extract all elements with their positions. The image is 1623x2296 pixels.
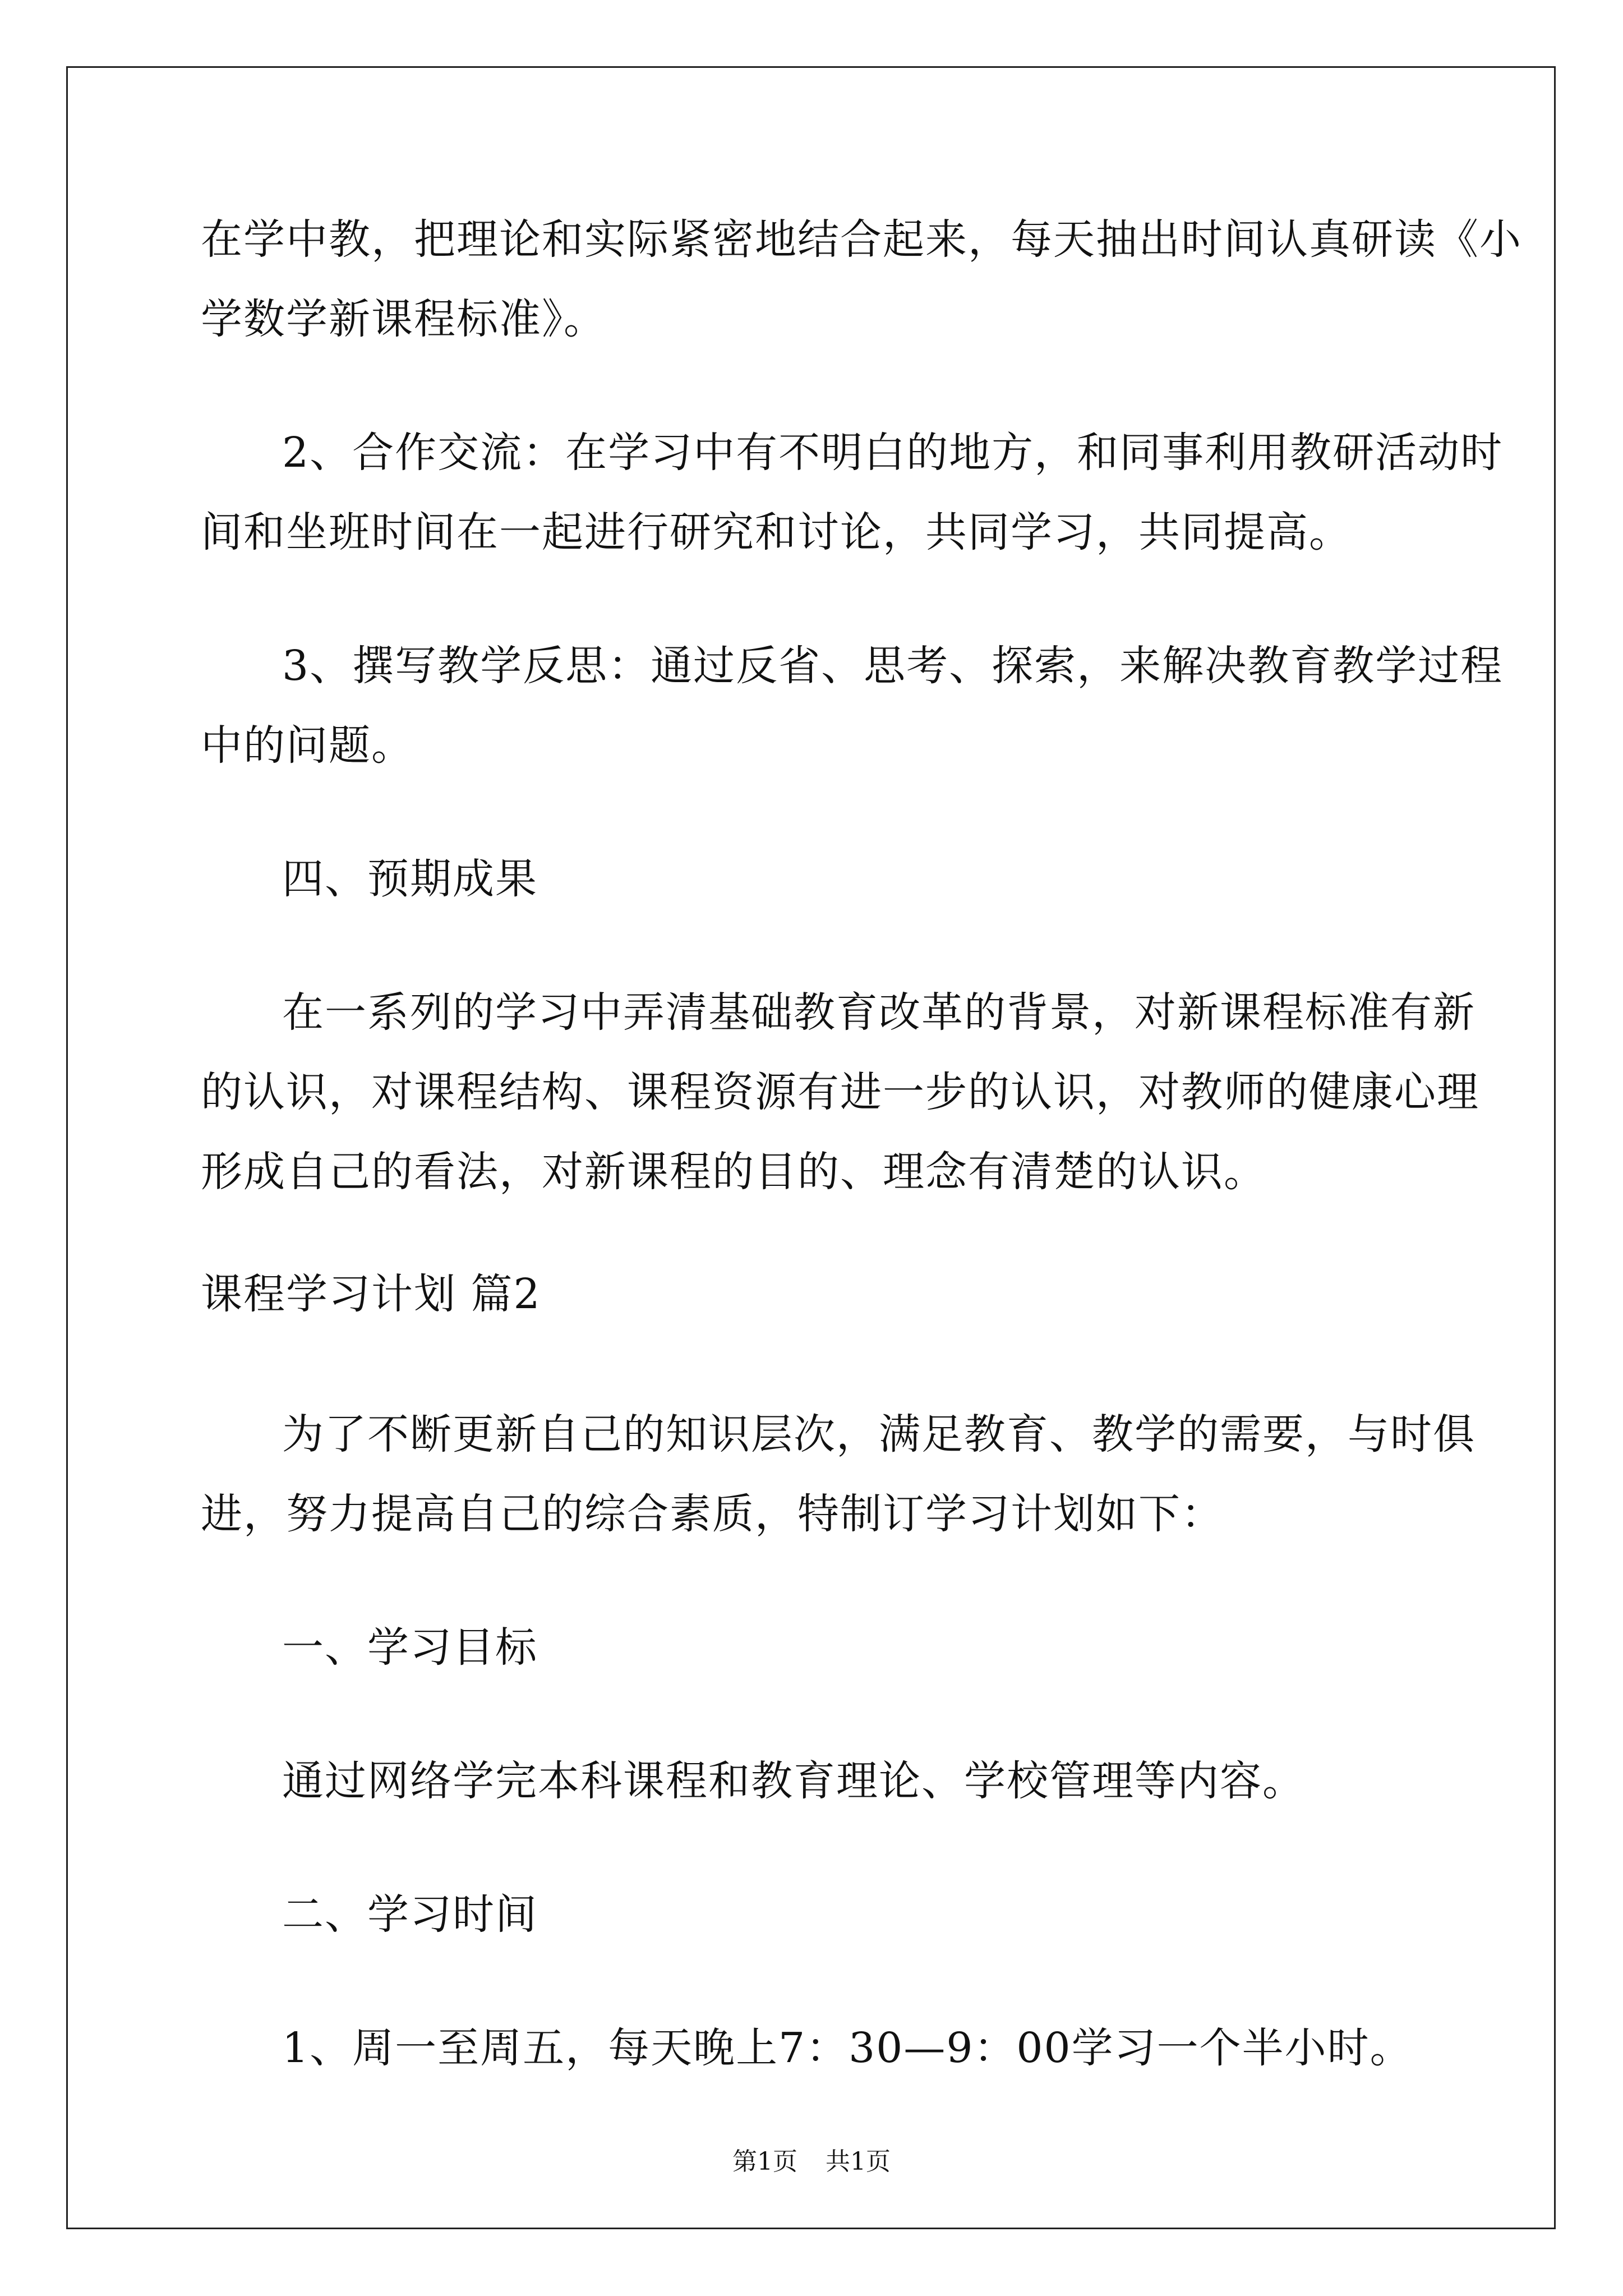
text-line: 在一系列的学习中弄清基础教育改革的背景，对新课程标准有新 [282,988,1476,1037]
section-heading: 二、学习时间 [282,1890,538,1939]
text-line: 在学中教，把理论和实际紧密地结合起来，每天抽出时间认真研读《小 [201,215,1522,264]
text-line: 3、撰写教学反思：通过反省、思考、探索，来解决教育教学过程 [282,642,1504,690]
section-heading: 一、学习目标 [282,1623,538,1672]
page-number: 第1页 [732,2147,797,2176]
text-line: 2、合作交流：在学习中有不明白的地方，和同事利用教研活动时 [282,429,1504,477]
text-line: 的认识，对课程结构、课程资源有进一步的认识，对教师的健康心理 [201,1068,1479,1116]
text-line: 通过网络学完本科课程和教育理论、学校管理等内容。 [282,1757,1305,1805]
text-line: 进，努力提高自己的综合素质，特制订学习计划如下： [201,1490,1224,1538]
page-footer [0,2147,1623,2176]
text-line: 形成自己的看法，对新课程的目的、理念有清楚的认识。 [201,1148,1266,1196]
text-line: 为了不断更新自己的知识层次，满足教育、教学的需要，与时俱 [282,1410,1476,1458]
text-line: 学数学新课程标准》。 [201,295,606,343]
text-line: 间和坐班时间在一起进行研究和讨论，共同学习，共同提高。 [201,508,1352,556]
article-title: 课程学习计划 篇2 [201,1270,541,1318]
page-total: 共1页 [826,2147,891,2176]
text-line: 中的问题。 [201,721,414,770]
section-heading: 四、预期成果 [282,855,538,903]
text-line: 1、周一至周五，每天晚上7：30—9：00学习一个半小时。 [282,2024,1413,2072]
